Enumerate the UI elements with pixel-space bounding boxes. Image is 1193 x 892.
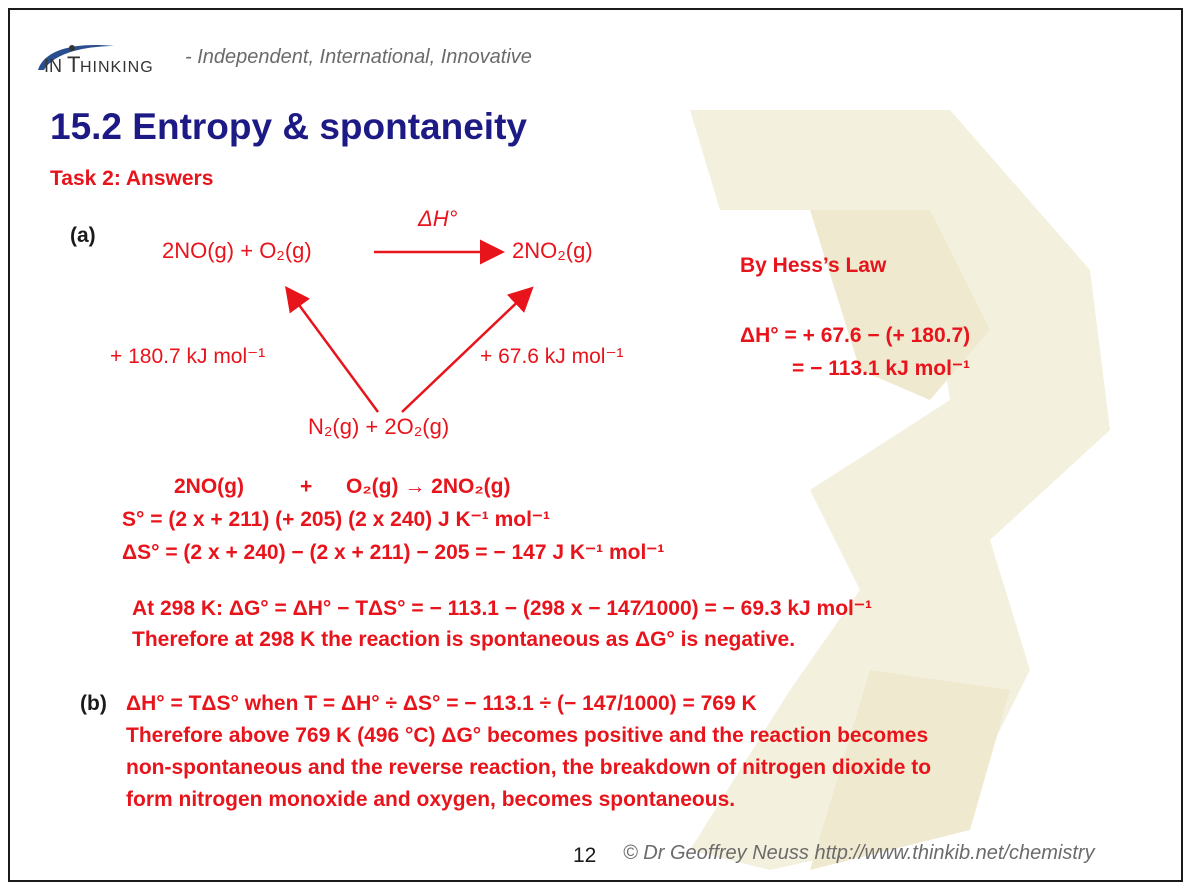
part-b-line-2: Therefore above 769 K (496 °C) ΔG° becomes positive and the reaction becomes: [126, 724, 929, 747]
diagram-left-arrow-label: + 180.7 kJ mol⁻¹: [110, 345, 266, 368]
entropy-eq-left: 2NO(g): [174, 475, 244, 498]
slide-title: 15.2 Entropy & spontaneity: [50, 106, 527, 147]
svg-text:HINKING: HINKING: [80, 59, 154, 76]
page-number: 12: [573, 844, 597, 867]
diagram-top-left: 2NO(g) + O₂(g): [162, 238, 312, 263]
left-arrow: [288, 290, 378, 412]
diagram-bottom: N₂(g) + 2O₂(g): [308, 414, 450, 439]
hess-cycle-arrows: [10, 10, 1183, 882]
tagline: - Independent, International, Innovative: [185, 46, 532, 68]
entropy-eq-plus: +: [300, 475, 313, 498]
entropy-s-values: S° = (2 x + 211) (+ 205) (2 x 240) J K⁻¹ mol⁻¹: [122, 508, 551, 531]
entropy-delta-s: ΔS° = (2 x + 240) − (2 x + 211) − 205 = − 147 J K⁻¹ mol⁻¹: [122, 541, 665, 564]
svg-text:T: T: [67, 52, 81, 77]
hess-line-2: = − 113.1 kJ mol⁻¹: [792, 357, 971, 380]
part-a-label: (a): [70, 224, 96, 247]
svg-text:IN: IN: [44, 56, 62, 76]
slide-frame: [8, 8, 1183, 882]
gibbs-conclusion: Therefore at 298 K the reaction is spontaneous as ΔG° is negative.: [132, 628, 796, 651]
hess-heading: By Hess’s Law: [740, 254, 887, 277]
entropy-eq-right: O₂(g) → 2NO₂(g): [346, 475, 511, 498]
right-arrow: [402, 290, 530, 412]
footer-credit: © Dr Geoffrey Neuss http://www.thinkib.net/chemistry: [623, 842, 1095, 864]
diagram-top-right: 2NO₂(g): [512, 238, 593, 263]
gibbs-at-298: At 298 K: ΔG° = ΔH° − TΔS° = − 113.1 − (298 x − 147⁄1000) = − 69.3 kJ mol⁻¹: [132, 597, 872, 620]
hess-line-1: ΔH° = + 67.6 − (+ 180.7): [740, 324, 971, 347]
slide-subtitle: Task 2: Answers: [50, 167, 214, 190]
part-b-line-4: form nitrogen monoxide and oxygen, becomes spontaneous.: [126, 788, 736, 811]
part-b-label: (b): [80, 692, 107, 715]
diagram-right-arrow-label: + 67.6 kJ mol⁻¹: [480, 345, 624, 368]
part-b-line-1: ΔH° = TΔS° when T = ΔH° ÷ ΔS° = − 113.1 ÷ (− 147/1000) = 769 K: [126, 692, 757, 715]
diagram-top-arrow-label: ΔH°: [418, 206, 458, 231]
part-b-line-3: non-spontaneous and the reverse reaction, the breakdown of nitrogen dioxide to: [126, 756, 932, 779]
